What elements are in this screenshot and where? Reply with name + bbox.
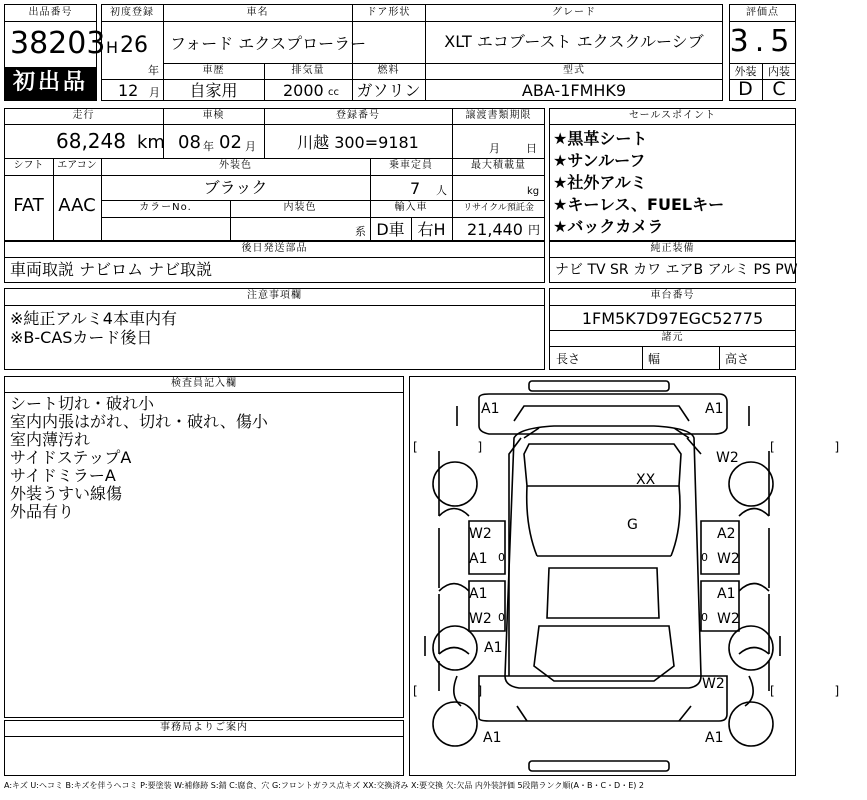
inspection-year: 08 xyxy=(178,132,201,153)
fuel-value: ガソリン xyxy=(356,81,421,100)
grade-label: グレード xyxy=(552,7,596,18)
recycle-value: 21,440 xyxy=(467,220,523,239)
displacement-unit: cc xyxy=(328,87,339,98)
score-value: 3.5 xyxy=(729,24,796,59)
inspector-line: サイドミラーA xyxy=(10,466,116,485)
interior-suffix: 系 xyxy=(355,225,366,238)
displacement-value: 2000 xyxy=(283,81,324,100)
name-label: 車名 xyxy=(246,7,269,18)
color-label: 外装色 xyxy=(219,160,252,171)
shift-label: シフト xyxy=(13,160,44,171)
parts-text: 車両取説 ナビロム ナビ取説 xyxy=(10,260,213,279)
year-unit: 年 xyxy=(148,64,159,77)
damage-mark: A2 xyxy=(717,526,736,542)
inspection-label: 車検 xyxy=(202,110,225,121)
shift-value: FAT xyxy=(13,195,44,216)
damage-mark: 0 xyxy=(701,551,708,564)
damage-mark: A1 xyxy=(481,401,500,417)
parts-label: 後日発送部品 xyxy=(241,243,308,254)
lot-label: 出品番号 xyxy=(28,7,73,18)
damage-mark: 0 xyxy=(701,611,708,624)
capacity-label: 乗車定員 xyxy=(389,160,433,171)
damage-mark: W2 xyxy=(702,676,725,692)
inspector-line: 室内薄汚れ xyxy=(10,430,91,449)
capacity-value: 7 xyxy=(410,179,421,198)
bracket-mark: [ ] xyxy=(770,684,867,698)
reg-month: 12 xyxy=(118,81,139,100)
transfer-day-unit: 日 xyxy=(526,142,537,155)
damage-mark: A1 xyxy=(469,586,488,602)
damage-mark: A1 xyxy=(717,586,736,602)
sales-points-label: セールスポイント xyxy=(628,110,717,121)
bracket-mark: [ ] xyxy=(770,440,867,454)
ac-value: AAC xyxy=(58,195,96,216)
damage-mark: A1 xyxy=(484,640,503,656)
damage-mark: A1 xyxy=(705,730,724,746)
transfer-month-unit: 月 xyxy=(489,142,500,155)
sales-point: ★キーレス、FUELキー xyxy=(553,195,725,214)
dims-label: 諸元 xyxy=(661,332,684,343)
damage-mark: W2 xyxy=(716,450,739,466)
damage-mark: A1 xyxy=(469,551,488,567)
plate-value: 川越 300=9181 xyxy=(297,133,419,152)
history-value: 自家用 xyxy=(189,81,238,100)
inspector-label: 検査員記入欄 xyxy=(171,378,237,389)
equipment-label: 純正装備 xyxy=(650,243,695,254)
model-value: ABA-1FMHK9 xyxy=(521,81,627,100)
color-value: ブラック xyxy=(203,178,268,197)
mileage-value: 68,248 xyxy=(56,129,126,153)
sales-point: ★サンルーフ xyxy=(553,151,646,170)
inspection-month-unit: 月 xyxy=(245,140,256,153)
ac-label: エアコン xyxy=(57,160,97,171)
damage-mark: G xyxy=(627,517,638,533)
inspection-year-unit: 年 xyxy=(203,140,214,153)
inspector-line: サイドステップA xyxy=(10,448,132,467)
damage-mark: A1 xyxy=(483,730,502,746)
car-name: フォード エクスプローラー xyxy=(170,34,367,53)
month-unit: 月 xyxy=(149,86,160,99)
damage-mark: A1 xyxy=(705,401,724,417)
score-label: 評価点 xyxy=(746,7,779,18)
interior-label: 内装色 xyxy=(283,202,317,213)
plate-label: 登録番号 xyxy=(336,110,380,121)
inspector-line: 室内内張はがれ、切れ・破れ、傷小 xyxy=(10,412,268,431)
history-label: 車歴 xyxy=(202,65,225,76)
notes-label: 注意事項欄 xyxy=(247,290,302,301)
colorno-label: カラーNo. xyxy=(139,202,192,213)
mileage-unit: km xyxy=(137,132,165,153)
equipment-text: ナビ TV SR カワ エアB アルミ PS PW xyxy=(555,262,798,278)
car-diagram xyxy=(409,376,796,776)
int-label: 内装 xyxy=(768,65,790,78)
ext-grade: D xyxy=(738,78,753,100)
note-line: ※B-CASカード後日 xyxy=(10,328,153,347)
sales-point: ★バックカメラ xyxy=(553,217,664,236)
int-grade: C xyxy=(772,78,786,100)
bracket-mark: [ ] xyxy=(413,684,511,698)
mileage-label: 走行 xyxy=(72,110,95,121)
dims-height: 高さ xyxy=(725,352,750,366)
damage-mark: W2 xyxy=(469,526,492,542)
capacity-unit: 人 xyxy=(436,184,447,197)
grade-value: XLT エコブースト エクスクルーシブ xyxy=(444,32,704,51)
sales-point: ★黒革シート xyxy=(553,129,648,148)
load-unit: kg xyxy=(527,186,540,197)
dims-length: 長さ xyxy=(556,352,581,366)
damage-mark: W2 xyxy=(469,611,492,627)
load-label: 最大積載量 xyxy=(471,160,526,171)
reg-label: 初度登録 xyxy=(110,7,154,18)
recycle-unit: 円 xyxy=(528,223,541,237)
damage-mark: W2 xyxy=(717,611,740,627)
inspector-line: シート切れ・破れ小 xyxy=(10,394,155,413)
inspector-line: 外品有り xyxy=(10,502,75,521)
inspection-month: 02 xyxy=(219,132,242,153)
handle-value: 右H xyxy=(417,220,446,239)
note-line: ※純正アルミ4本車内有 xyxy=(10,309,177,328)
sales-point: ★社外アルミ xyxy=(553,173,647,192)
dims-width: 幅 xyxy=(648,352,661,366)
chassis-label: 車台番号 xyxy=(650,290,695,301)
inspector-line: 外装うすい線傷 xyxy=(10,484,123,503)
transfer-label: 譲渡書類期限 xyxy=(465,110,532,121)
chassis-number: 1FM5K7D97EGC52775 xyxy=(581,309,764,328)
first-listing-label: 初出品 xyxy=(12,70,88,95)
import-label: 輸入車 xyxy=(394,202,428,213)
model-label: 型式 xyxy=(563,65,585,76)
office-label: 事務局よりご案内 xyxy=(160,722,248,733)
era: H xyxy=(106,38,119,57)
import-value: D車 xyxy=(376,220,405,239)
recycle-label: リサイクル預託金 xyxy=(463,203,534,213)
displacement-label: 排気量 xyxy=(291,65,325,76)
fuel-label: 燃料 xyxy=(377,65,400,76)
damage-mark: 0 xyxy=(498,611,505,624)
damage-mark: XX xyxy=(636,472,656,488)
lot-number: 38203 xyxy=(10,26,106,61)
ext-label: 外装 xyxy=(734,65,757,78)
bracket-mark: [ ] xyxy=(413,440,511,454)
legend-text: A:キズ U:ヘコミ B:キズを伴うヘコミ P:要塗装 W:補修跡 S:錆 C:腐食、穴 G:フロントガラス点キズ XX:交換済み X:要交換 欠:欠品 内外装評価 5段階ランク順(A・B・C・D・E) 2 xyxy=(4,781,645,790)
reg-year: 26 xyxy=(120,33,148,58)
door-label: ドア形状 xyxy=(366,7,411,18)
damage-mark: W2 xyxy=(717,551,740,567)
damage-mark: 0 xyxy=(498,551,505,564)
